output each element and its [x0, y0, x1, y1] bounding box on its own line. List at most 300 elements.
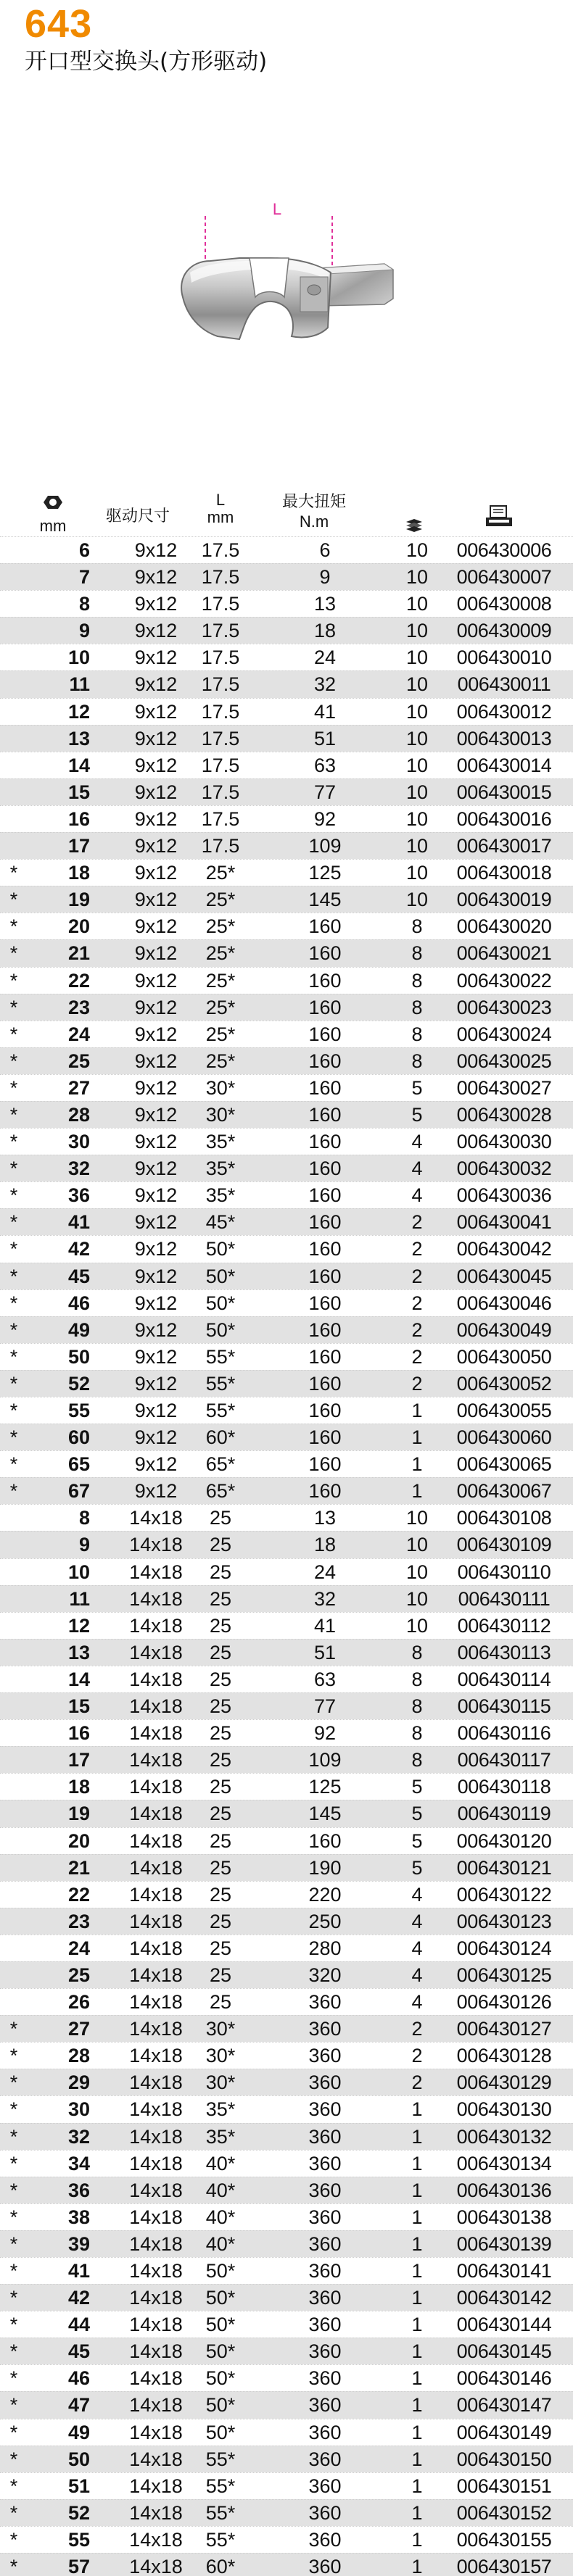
size-cell: 24 [67, 1937, 90, 1959]
torque-cell: 250 [308, 1910, 342, 1932]
length-cell: 17.5 [201, 754, 240, 776]
torque-cell: 160 [308, 915, 342, 938]
drive-cell: 9x12 [134, 1265, 178, 1287]
code-cell: 006430124 [456, 1937, 552, 1959]
dimension-label: L [272, 200, 282, 218]
code-cell: 006430055 [456, 1400, 552, 1421]
drive-cell: 14x18 [129, 1722, 183, 1745]
quantity-cell: 10 [405, 754, 429, 776]
drive-cell: 9x12 [134, 1184, 178, 1207]
model-number: 643 [25, 2, 93, 46]
length-cell: 17.5 [201, 647, 240, 669]
quantity-cell: 1 [411, 2556, 423, 2576]
length-cell: 35* [205, 1131, 236, 1153]
drive-cell: 14x18 [129, 1883, 183, 1906]
table-row [0, 1101, 573, 1128]
code-cell: 006430036 [456, 1184, 552, 1207]
quantity-cell: 4 [411, 1158, 423, 1180]
table-row [0, 1021, 573, 1047]
code-cell: 006430119 [457, 1803, 551, 1825]
quantity-cell: 10 [405, 807, 429, 830]
table-row [0, 1827, 573, 1854]
length-cell: 17.5 [201, 620, 240, 642]
quantity-cell: 1 [411, 2098, 423, 2121]
footnote-star: * [9, 1345, 18, 1368]
drive-cell: 9x12 [134, 1158, 178, 1180]
footnote-star: * [9, 2475, 18, 2497]
torque-cell: 160 [308, 1480, 342, 1503]
quantity-cell: 4 [411, 1910, 423, 1932]
table-row [0, 725, 573, 752]
length-cell: 35* [205, 1184, 236, 1207]
code-cell: 006430145 [456, 2340, 552, 2363]
code-cell: 006430011 [457, 673, 551, 696]
size-cell: 22 [67, 969, 90, 992]
length-cell: 17.5 [201, 727, 240, 749]
code-cell: 006430041 [456, 1211, 552, 1234]
code-cell: 006430012 [456, 700, 552, 723]
code-cell: 006430108 [456, 1507, 552, 1529]
drive-cell: 9x12 [134, 620, 178, 642]
torque-cell: 77 [313, 1695, 337, 1718]
drive-cell: 14x18 [129, 1668, 183, 1690]
footnote-star: * [9, 1426, 18, 1449]
size-cell: 14 [67, 754, 90, 776]
size-cell: 18 [67, 862, 90, 884]
table-row [0, 2230, 573, 2257]
quantity-cell: 2 [411, 1372, 423, 1395]
footnote-star: * [9, 862, 18, 884]
footnote-star: * [9, 1372, 18, 1395]
code-cell: 006430117 [457, 1749, 551, 1771]
size-cell: 13 [67, 1641, 90, 1663]
table-row [0, 1316, 573, 1343]
length-unit-header: mm [207, 508, 234, 526]
code-cell: 006430027 [456, 1076, 552, 1099]
code-cell: 006430020 [456, 915, 552, 938]
drive-cell: 9x12 [134, 566, 178, 589]
size-cell: 19 [67, 889, 90, 911]
drive-cell: 9x12 [134, 1453, 178, 1476]
size-cell: 10 [67, 1561, 90, 1583]
torque-cell: 360 [308, 2232, 342, 2255]
length-cell: 55* [205, 2501, 236, 2524]
code-cell: 006430112 [457, 1614, 551, 1637]
footnote-star: * [9, 2152, 18, 2174]
torque-cell: 360 [308, 2448, 342, 2470]
footnote-star: * [9, 1292, 18, 1314]
quantity-cell: 5 [411, 1076, 423, 1099]
code-cell: 006430052 [456, 1372, 552, 1395]
torque-cell: 360 [308, 2421, 342, 2443]
code-cell: 006430015 [456, 781, 552, 803]
footnote-star: * [9, 1480, 18, 1503]
quantity-cell: 1 [411, 2394, 423, 2417]
drive-cell: 14x18 [129, 1910, 183, 1932]
torque-cell: 160 [308, 1400, 342, 1421]
drive-cell: 14x18 [129, 1507, 183, 1529]
drive-cell: 9x12 [134, 727, 178, 749]
drive-cell: 9x12 [134, 807, 178, 830]
torque-cell: 360 [308, 2179, 342, 2201]
table-row [0, 1800, 573, 1827]
quantity-cell: 8 [411, 942, 423, 965]
drive-cell: 14x18 [129, 2475, 183, 2497]
drive-cell: 9x12 [134, 1050, 178, 1072]
table-row [0, 2015, 573, 2042]
length-cell: 65* [205, 1480, 236, 1503]
torque-cell: 160 [308, 1453, 342, 1476]
quantity-cell: 5 [411, 1803, 423, 1825]
size-cell: 9 [78, 620, 90, 642]
quantity-cell: 2 [411, 1211, 423, 1234]
length-cell: 35* [205, 2125, 236, 2148]
table-row [0, 1666, 573, 1692]
torque-cell: 145 [308, 889, 342, 911]
size-cell: 13 [67, 727, 90, 749]
length-cell: 50* [205, 1292, 236, 1314]
code-cell: 006430147 [456, 2394, 552, 2417]
code-cell: 006430142 [456, 2287, 552, 2309]
quantity-cell: 1 [411, 2260, 423, 2282]
code-cell: 006430021 [456, 942, 552, 965]
quantity-cell: 10 [405, 673, 429, 696]
length-cell: 25 [209, 1749, 232, 1771]
code-cell: 006430111 [458, 1587, 551, 1610]
quantity-cell: 8 [411, 1023, 423, 1045]
quantity-cell: 1 [411, 2179, 423, 2201]
drive-cell: 14x18 [129, 1856, 183, 1879]
table-row [0, 563, 573, 590]
quantity-cell: 10 [405, 781, 429, 803]
drive-cell: 14x18 [129, 2179, 183, 2201]
size-cell: 30 [67, 1131, 90, 1153]
footnote-star: * [9, 1238, 18, 1260]
code-cell: 006430024 [456, 1023, 552, 1045]
size-cell: 30 [67, 2098, 90, 2121]
footnote-star: * [9, 2018, 18, 2040]
size-cell: 42 [67, 1238, 90, 1260]
torque-cell: 360 [308, 2125, 342, 2148]
torque-cell: 160 [308, 1211, 342, 1234]
code-cell: 006430009 [456, 620, 552, 642]
torque-cell: 160 [308, 1238, 342, 1260]
footnote-star: * [9, 2448, 18, 2470]
torque-cell: 160 [308, 1023, 342, 1045]
footnote-star: * [9, 2125, 18, 2148]
code-cell: 006430017 [456, 835, 552, 857]
length-cell: 25 [209, 1695, 232, 1718]
table-row [0, 913, 573, 939]
size-cell: 9 [78, 1534, 90, 1556]
torque-cell: 125 [308, 1776, 342, 1798]
size-cell: 46 [67, 2367, 90, 2390]
size-cell: 50 [67, 2448, 90, 2470]
code-cell: 006430028 [456, 1103, 552, 1126]
drive-cell: 9x12 [134, 647, 178, 669]
torque-cell: 160 [308, 1292, 342, 1314]
code-cell: 006430128 [456, 2045, 552, 2067]
drive-cell: 9x12 [134, 969, 178, 992]
footnote-star: * [9, 2528, 18, 2551]
length-cell: 17.5 [201, 835, 240, 857]
size-cell: 52 [67, 2501, 90, 2524]
torque-cell: 160 [308, 1184, 342, 1207]
drive-cell: 9x12 [134, 539, 178, 561]
table-row [0, 1692, 573, 1719]
length-cell: 30* [205, 1103, 236, 1126]
table-row [0, 1477, 573, 1504]
table-row [0, 536, 573, 563]
quantity-cell: 8 [411, 1749, 423, 1771]
torque-cell: 220 [308, 1883, 342, 1906]
quantity-cell: 2 [411, 1292, 423, 1314]
code-cell: 006430130 [456, 2098, 552, 2121]
drive-cell: 9x12 [134, 754, 178, 776]
quantity-cell: 1 [411, 2206, 423, 2228]
quantity-cell: 1 [411, 2501, 423, 2524]
table-row [0, 2364, 573, 2391]
length-cell: 50* [205, 1238, 236, 1260]
quantity-cell: 1 [411, 2314, 423, 2336]
table-row [0, 1263, 573, 1289]
code-cell: 006430122 [456, 1883, 552, 1906]
code-cell: 006430050 [456, 1345, 552, 1368]
size-cell: 11 [69, 673, 90, 696]
code-cell: 006430144 [456, 2314, 552, 2336]
size-cell: 26 [67, 1991, 90, 2014]
quantity-cell: 1 [411, 1480, 423, 1503]
code-cell: 006430116 [457, 1722, 551, 1745]
size-cell: 25 [67, 1964, 90, 1986]
drive-cell: 14x18 [129, 1803, 183, 1825]
footnote-star: * [9, 2287, 18, 2309]
table-row [0, 1208, 573, 1235]
size-cell: 12 [67, 1614, 90, 1637]
size-cell: 23 [67, 1910, 90, 1932]
footnote-star: * [9, 1023, 18, 1045]
drive-cell: 14x18 [129, 2287, 183, 2309]
quantity-cell: 10 [405, 700, 429, 723]
quantity-cell: 1 [411, 2475, 423, 2497]
torque-cell: 360 [308, 1991, 342, 2014]
quantity-cell: 8 [411, 1668, 423, 1690]
drive-cell: 9x12 [134, 1238, 178, 1260]
footnote-star: * [9, 2367, 18, 2390]
table-row [0, 2553, 573, 2576]
size-cell: 49 [67, 1318, 90, 1341]
drive-cell: 14x18 [129, 2314, 183, 2336]
torque-cell: 92 [313, 807, 337, 830]
length-cell: 25 [209, 1507, 232, 1529]
table-row [0, 1128, 573, 1155]
quantity-cell: 1 [411, 2528, 423, 2551]
footnote-star: * [9, 942, 18, 965]
length-cell: 25 [209, 1534, 232, 1556]
size-cell: 12 [67, 700, 90, 723]
torque-cell: 360 [308, 2501, 342, 2524]
table-row [0, 1074, 573, 1101]
length-cell: 17.5 [201, 700, 240, 723]
quantity-cell: 4 [411, 1991, 423, 2014]
drive-cell: 14x18 [129, 1587, 183, 1610]
table-row [0, 1424, 573, 1450]
drive-cell: 9x12 [134, 1211, 178, 1234]
table-row [0, 698, 573, 725]
code-cell: 006430049 [456, 1318, 552, 1341]
table-row [0, 644, 573, 670]
table-row [0, 2284, 573, 2311]
quantity-cell: 1 [411, 2367, 423, 2390]
length-cell: 30* [205, 2072, 236, 2094]
table-row [0, 670, 573, 697]
size-cell: 16 [67, 807, 90, 830]
drive-cell: 9x12 [134, 593, 178, 615]
table-row [0, 1585, 573, 1612]
table-row [0, 1961, 573, 1988]
code-cell: 006430125 [456, 1964, 552, 1986]
code-cell: 006430110 [457, 1561, 551, 1583]
drive-cell: 14x18 [129, 2448, 183, 2470]
torque-cell: 32 [313, 673, 337, 696]
table-row [0, 2203, 573, 2230]
footnote-star: * [9, 2098, 18, 2121]
code-cell: 006430146 [456, 2367, 552, 2390]
footnote-star: * [9, 1184, 18, 1207]
code-cell: 006430045 [456, 1265, 552, 1287]
footnote-star: * [9, 2314, 18, 2336]
size-cell: 42 [67, 2287, 90, 2309]
size-cell: 57 [67, 2556, 90, 2576]
quantity-cell: 10 [405, 620, 429, 642]
size-unit-header: mm [39, 517, 67, 535]
code-cell: 006430115 [457, 1695, 551, 1718]
table-row [0, 1289, 573, 1316]
length-cell: 40* [205, 2179, 236, 2201]
torque-cell: 360 [308, 2394, 342, 2417]
length-cell: 55* [205, 1345, 236, 1368]
size-cell: 22 [67, 1883, 90, 1906]
table-row [0, 1531, 573, 1558]
quantity-cell: 8 [411, 1050, 423, 1072]
size-cell: 55 [67, 2528, 90, 2551]
length-cell: 30* [205, 1076, 236, 1099]
torque-cell: 360 [308, 2152, 342, 2174]
drive-cell: 14x18 [129, 1695, 183, 1718]
quantity-cell: 4 [411, 1883, 423, 1906]
table-row [0, 2095, 573, 2122]
drive-cell: 14x18 [129, 2394, 183, 2417]
quantity-cell: 1 [411, 2287, 423, 2309]
footnote-star: * [9, 2340, 18, 2363]
length-cell: 50* [205, 1265, 236, 1287]
code-cell: 006430120 [456, 1829, 552, 1852]
torque-cell: 360 [308, 2072, 342, 2094]
torque-cell: 190 [308, 1856, 342, 1879]
code-cell: 006430032 [456, 1158, 552, 1180]
drive-cell: 9x12 [134, 835, 178, 857]
size-cell: 20 [67, 1829, 90, 1852]
size-cell: 28 [67, 2045, 90, 2067]
torque-cell: 160 [308, 1131, 342, 1153]
code-cell: 006430157 [456, 2556, 552, 2576]
torque-cell: 360 [308, 2556, 342, 2576]
length-cell: 25* [205, 1050, 236, 1072]
code-cell: 006430136 [456, 2179, 552, 2201]
size-cell: 39 [67, 2232, 90, 2255]
length-cell: 40* [205, 2152, 236, 2174]
quantity-cell: 1 [411, 2340, 423, 2363]
length-cell: 25 [209, 1937, 232, 1959]
drive-cell: 14x18 [129, 1829, 183, 1852]
quantity-cell: 10 [405, 593, 429, 615]
torque-cell: 160 [308, 942, 342, 965]
code-cell: 006430016 [456, 807, 552, 830]
quantity-cell: 2 [411, 2045, 423, 2067]
length-cell: 25* [205, 942, 236, 965]
length-cell: 55* [205, 2528, 236, 2551]
torque-cell: 360 [308, 2018, 342, 2040]
code-cell: 006430123 [456, 1910, 552, 1932]
code-cell: 006430010 [456, 647, 552, 669]
size-cell: 47 [67, 2394, 90, 2417]
quantity-cell: 1 [411, 2152, 423, 2174]
length-cell: 25 [209, 1803, 232, 1825]
size-cell: 23 [67, 996, 90, 1018]
quantity-cell: 8 [411, 996, 423, 1018]
torque-cell: 41 [313, 1614, 337, 1637]
drive-cell: 9x12 [134, 1103, 178, 1126]
drive-cell: 14x18 [129, 2152, 183, 2174]
drive-cell: 14x18 [129, 1561, 183, 1583]
table-row [0, 752, 573, 778]
footnote-star: * [9, 2501, 18, 2524]
size-cell: 20 [67, 915, 90, 938]
footnote-star: * [9, 889, 18, 911]
code-cell: 006430114 [457, 1668, 551, 1690]
torque-cell: 160 [308, 1318, 342, 1341]
torque-cell: 92 [313, 1722, 337, 1745]
torque-cell: 109 [308, 1749, 342, 1771]
quantity-cell: 8 [411, 1641, 423, 1663]
torque-cell: 360 [308, 2314, 342, 2336]
code-cell: 006430126 [456, 1991, 552, 2014]
drive-cell: 14x18 [129, 2098, 183, 2121]
code-cell: 006430127 [456, 2018, 552, 2040]
quantity-cell: 4 [411, 1964, 423, 1986]
length-cell: 60* [205, 1426, 236, 1449]
code-cell: 006430121 [456, 1856, 552, 1879]
table-row [0, 1719, 573, 1746]
torque-cell: 63 [313, 754, 337, 776]
torque-cell: 125 [308, 862, 342, 884]
size-cell: 60 [67, 1426, 90, 1449]
table-row [0, 1370, 573, 1397]
length-cell: 50* [205, 1318, 236, 1341]
size-cell: 51 [67, 2475, 90, 2497]
length-cell: 50* [205, 2394, 236, 2417]
torque-cell: 13 [313, 593, 337, 615]
size-cell: 27 [67, 1076, 90, 1099]
length-cell: 25 [209, 1722, 232, 1745]
table-row [0, 805, 573, 832]
table-row [0, 1181, 573, 1208]
drive-cell: 9x12 [134, 1345, 178, 1368]
torque-cell: 160 [308, 969, 342, 992]
length-cell: 45* [205, 1211, 236, 1234]
size-cell: 6 [78, 539, 90, 561]
size-cell: 29 [67, 2072, 90, 2094]
